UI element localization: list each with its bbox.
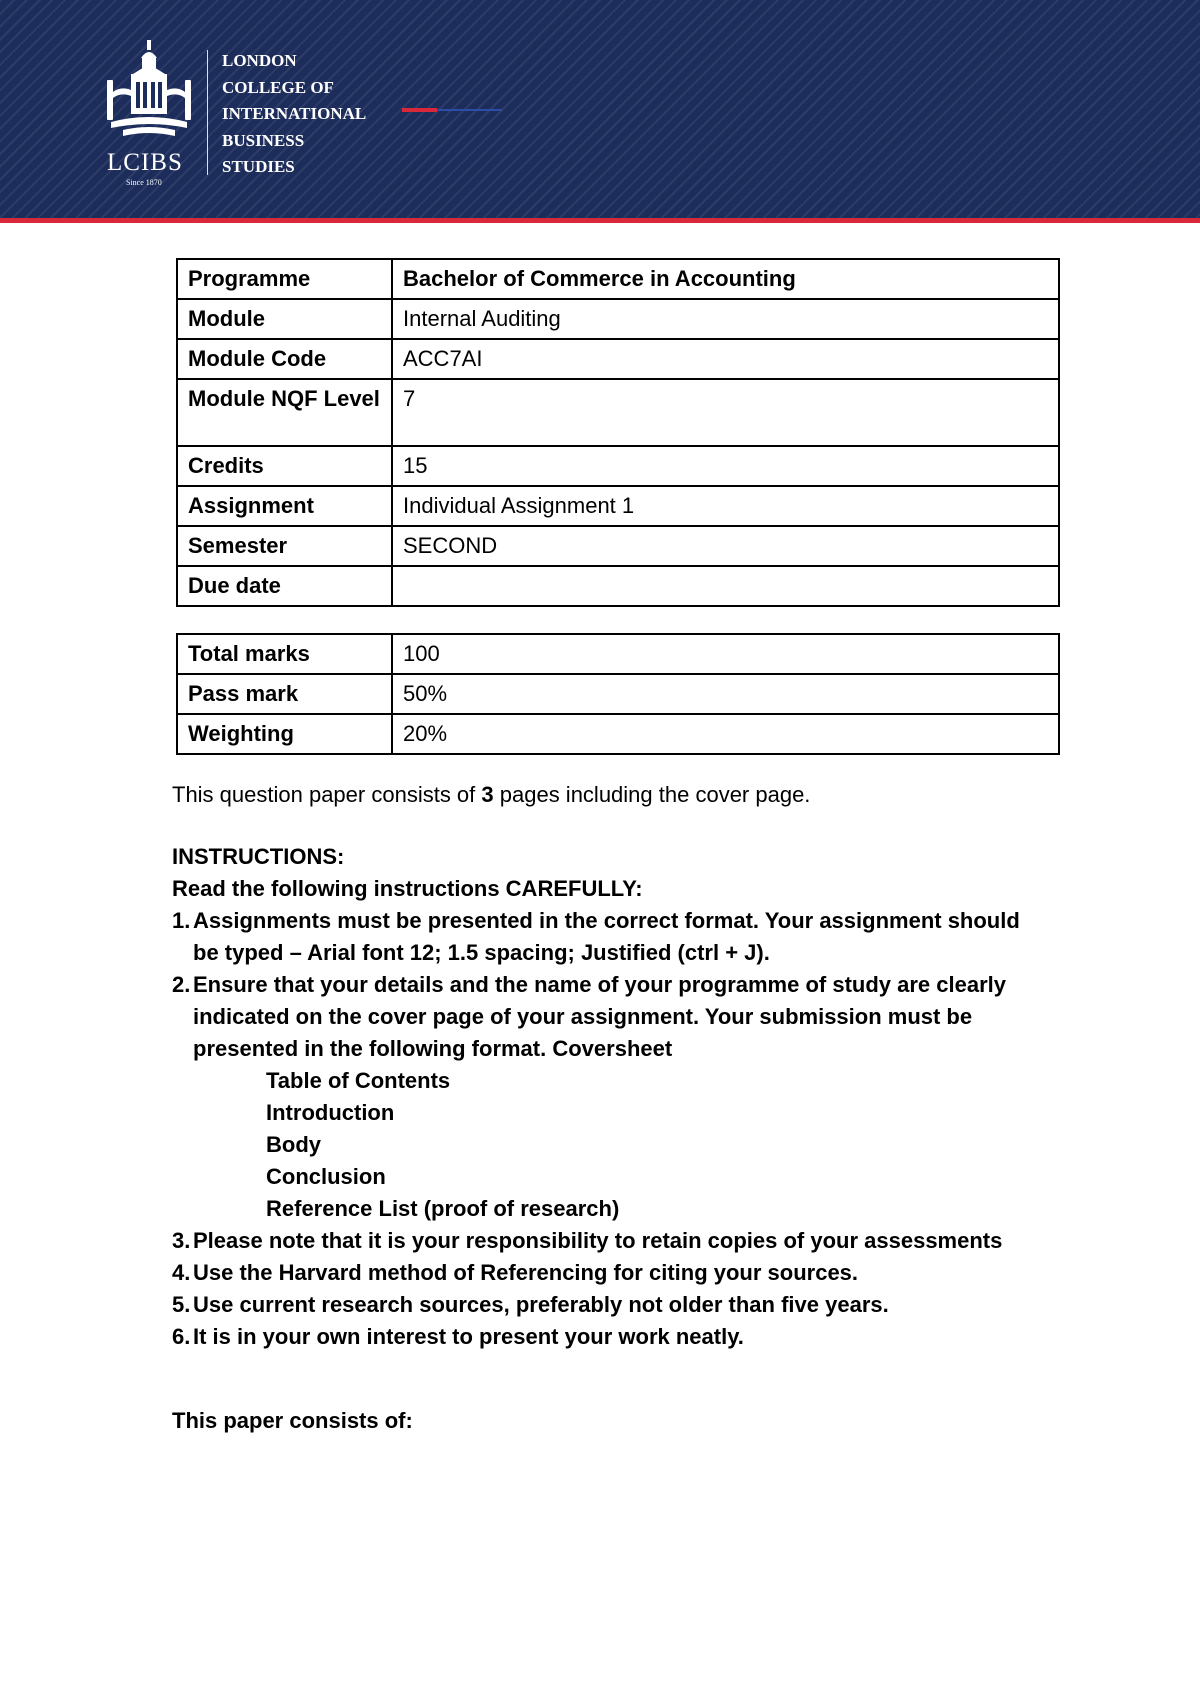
row-label: Module NQF Level [177, 379, 392, 446]
header-stripe [0, 218, 1200, 223]
instruction-item [172, 1257, 1132, 1289]
table-row [177, 299, 1059, 339]
table-row [177, 714, 1059, 754]
module-details-table [176, 258, 1060, 607]
format-item: Body [266, 1132, 321, 1157]
table-row [177, 486, 1059, 526]
format-item: Conclusion [266, 1164, 386, 1189]
marks-table [176, 633, 1060, 755]
paper-consists-heading: This paper consists of: [172, 1408, 413, 1433]
row-label: Module Code [177, 339, 392, 379]
format-item: Reference List (proof of research) [266, 1196, 620, 1221]
instructions-heading: INSTRUCTIONS: [172, 844, 345, 869]
instruction-item [172, 1225, 1132, 1257]
instruction-item [172, 969, 1132, 1225]
row-label: Assignment [177, 486, 392, 526]
institution-name [222, 48, 366, 181]
logo-accent-blue [437, 109, 502, 111]
row-label: Pass mark [177, 674, 392, 714]
instruction-number: 5. [172, 1292, 191, 1317]
format-item: Table of Contents [266, 1068, 451, 1093]
instruction-line: presented in the following format. Coversheet [193, 1036, 673, 1061]
row-label: Total marks [177, 634, 392, 674]
instruction-line: Assignments must be presented in the correct format. Your assignment should [193, 908, 1020, 933]
instruction-number: 3. [172, 1228, 191, 1253]
table-row [177, 259, 1059, 299]
instruction-item [172, 905, 1132, 969]
instructions-intro: Read the following instructions CAREFULLY: [172, 876, 643, 901]
row-label: Semester [177, 526, 392, 566]
row-value: SECOND [392, 526, 1059, 566]
logo-abbreviation: LCIBS [107, 149, 183, 176]
row-label: Credits [177, 446, 392, 486]
instruction-line: be typed – Arial font 12; 1.5 spacing; Justified (ctrl + J). [193, 940, 770, 965]
row-value: 15 [392, 446, 1059, 486]
row-value: Individual Assignment 1 [392, 486, 1059, 526]
row-value [392, 566, 1059, 606]
row-value: ACC7AI [392, 339, 1059, 379]
instructions-section [172, 841, 1132, 1353]
page-count-statement [172, 782, 810, 808]
page-count-suffix: pages including the cover page. [493, 782, 811, 807]
table-row [177, 674, 1059, 714]
table-row [177, 339, 1059, 379]
instructions-list [172, 905, 1132, 1353]
logo-since: Since 1870 [126, 178, 162, 187]
instruction-line: indicated on the cover page of your assignment. Your submission must be [193, 1004, 973, 1029]
institution-name-line: LONDON [222, 51, 297, 70]
instruction-line: Use the Harvard method of Referencing for citing your sources. [193, 1260, 859, 1285]
instruction-item [172, 1321, 1132, 1353]
page-count-prefix: This question paper consists of [172, 782, 482, 807]
instruction-number: 2. [172, 972, 191, 997]
instruction-number: 1. [172, 908, 191, 933]
row-value: Bachelor of Commerce in Accounting [392, 259, 1059, 299]
instruction-number: 6. [172, 1324, 191, 1349]
table-row [177, 446, 1059, 486]
institution-name-line: BUSINESS [222, 130, 305, 150]
institution-name-line: COLLEGE OF [222, 77, 334, 97]
logo-divider [207, 50, 208, 175]
page-count-number: 3 [481, 782, 494, 807]
instruction-line: Ensure that your details and the name of your programme of study are clearly [193, 972, 1006, 997]
instruction-number: 4. [172, 1260, 191, 1285]
instruction-line: It is in your own interest to present your work neatly. [193, 1324, 744, 1349]
institution-name-line: STUDIES [222, 157, 295, 176]
row-value: 20% [392, 714, 1059, 754]
instruction-line: Use current research sources, preferably not older than five years. [193, 1292, 889, 1317]
row-label: Due date [177, 566, 392, 606]
logo-accent-red [402, 108, 437, 112]
table-row [177, 526, 1059, 566]
college-crest-icon [103, 40, 195, 140]
row-value: 7 [392, 379, 1059, 446]
table-row [177, 566, 1059, 606]
row-label: Module [177, 299, 392, 339]
table-row [177, 634, 1059, 674]
instruction-line: Please note that it is your responsibility to retain copies of your assessments [193, 1228, 1003, 1253]
row-label: Programme [177, 259, 392, 299]
row-value: Internal Auditing [392, 299, 1059, 339]
instruction-item [172, 1289, 1132, 1321]
table-row [177, 379, 1059, 446]
header-banner [0, 0, 1200, 218]
row-label: Weighting [177, 714, 392, 754]
row-value: 100 [392, 634, 1059, 674]
row-value: 50% [392, 674, 1059, 714]
institution-name-line: INTERNATIONAL [222, 104, 367, 123]
format-item: Introduction [266, 1100, 395, 1125]
